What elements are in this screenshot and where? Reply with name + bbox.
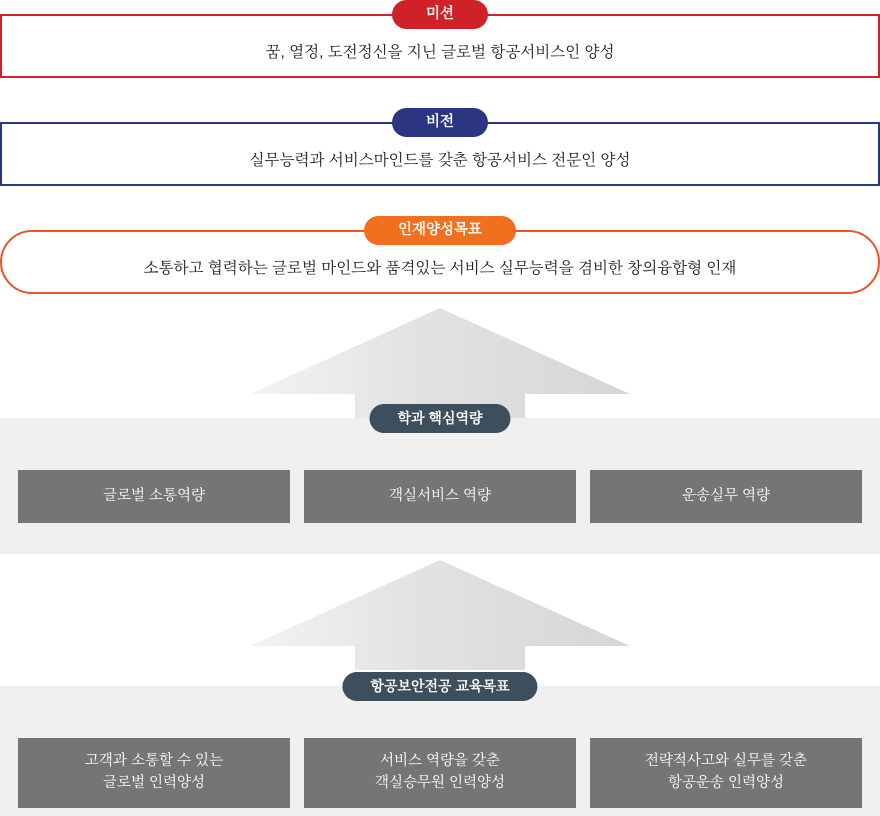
education-objective-card <box>590 738 862 808</box>
card-line-1: 운송실무 역량 <box>681 487 771 504</box>
up-arrow-icon <box>250 560 630 670</box>
core-competency-cards <box>18 470 862 523</box>
card-line-1: 고객과 소통할 수 있는 <box>84 753 224 770</box>
mission-text: 꿈, 열정, 도전정신을 지닌 글로벌 항공서비스인 양성 <box>265 44 615 61</box>
core-competency-card <box>590 470 862 523</box>
vision-text: 실무능력과 서비스마인드를 갖춘 항공서비스 전문인 양성 <box>249 152 631 169</box>
core-competency-card <box>18 470 290 523</box>
card-line-2: 글로벌 인력양성 <box>102 775 206 791</box>
vision-pill-label: 비전 <box>392 108 488 137</box>
education-objectives-section <box>0 678 880 816</box>
card-line-2: 항공운송 인력양성 <box>667 775 785 791</box>
talent-goal-band <box>0 216 880 308</box>
education-objectives-cards <box>18 738 862 808</box>
core-competency-card <box>304 470 576 523</box>
mission-band <box>0 0 880 92</box>
education-objective-card <box>304 738 576 808</box>
card-line-1: 전략적사고와 실무를 갖춘 <box>644 753 808 770</box>
card-line-1: 서비스 역량을 갖춘 <box>379 753 501 770</box>
core-competency-pill-label: 학과 핵심역량 <box>369 404 510 433</box>
core-competency-section <box>0 410 880 554</box>
education-objective-card <box>18 738 290 808</box>
education-objectives-pill-label: 항공보안전공 교육목표 <box>342 672 537 701</box>
card-line-2: 객실승무원 인력양성 <box>374 775 506 791</box>
talent-goal-text: 소통하고 협력하는 글로벌 마인드와 품격있는 서비스 실무능력을 겸비한 창의융합형 인재 <box>143 260 737 277</box>
vision-band <box>0 108 880 200</box>
card-line-1: 객실서비스 역량 <box>388 487 492 504</box>
talent-goal-pill-label: 인재양성목표 <box>364 216 516 245</box>
card-line-1: 글로벌 소통역량 <box>102 487 206 504</box>
up-arrow-icon <box>250 308 630 418</box>
mission-pill-label: 미션 <box>392 0 488 29</box>
